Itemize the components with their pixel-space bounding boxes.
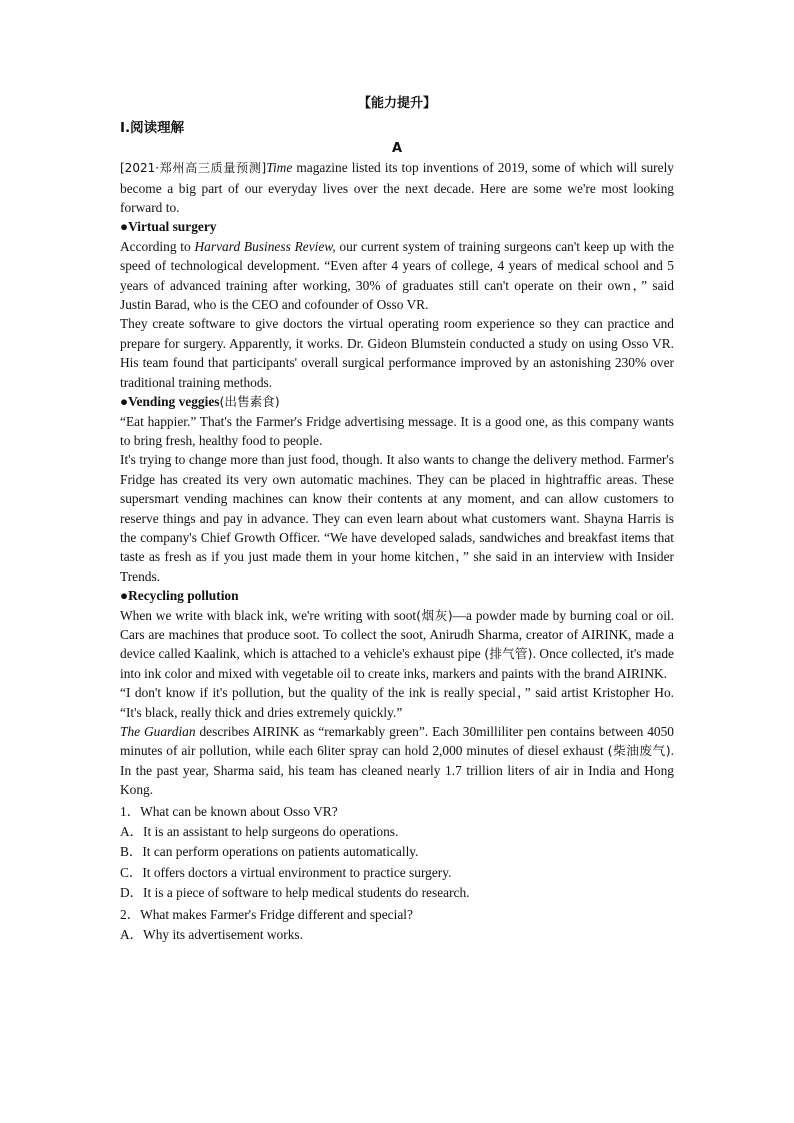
section-heading: Ⅰ.阅读理解 [120, 120, 185, 137]
source-note: [2021·郑州高三质量预测] [120, 161, 267, 176]
virtual-p1-post: our current system of training surgeons can't keep up with the speed of technological development. “Even after 4 years of college, 4 years of medical school and 5 years of advanced training after working, 30% of graduates still can't operate on their own，” said Justin Barad, who is the CEO and cofounder of Osso VR. [120, 238, 674, 313]
virtual-paragraph-2: They create software to give doctors the virtual operating room experience so they can practice and prepare for surgery. Apparently, it works. Dr. Gideon Blumstein conducted a study on using Osso VR. His team found that participants' overall surgical performance improved by an astonishing 230% over traditional training methods. [120, 316, 674, 390]
recycling-p3-a: describes AIRINK as “remarkably green”. Each 30milliliter pen contains between 4050 minutes of air pollution, while each 6liter spray can hold 2,000 minutes of diesel exhaust [120, 724, 674, 759]
heading-virtual-surgery: ●Virtual surgery [120, 219, 217, 235]
intro-text: magazine listed its top inventions of 2019, some of which will surely become a big part of our everyday lives over the next decade. Here are some we're most looking forward to. [120, 160, 674, 216]
virtual-p1-pre: According to [120, 238, 195, 254]
question-2 [120, 905, 674, 945]
answer-option[interactable]: B．It can perform operations on patients automatically. [120, 844, 419, 860]
recycling-p1-cn2: (排气管) [484, 646, 533, 662]
document-page [120, 94, 674, 944]
vending-paragraph-2: It's trying to change more than just food, though. It also wants to change the delivery method. Farmer's Fridge has created its very own automatic machines. They can be placed in hightraffic areas. These supersmart vending machines can know their contents at any moment, and can allow customers to reserve things and pay in advance. They can even learn about what customers want. Shayna Harris is the company's Chief Growth Officer. “We have developed salads, sandwiches and breakfast items that taste as fresh as if you just made them in your home kitchen，” she said in an interview with Insider Trends. [120, 452, 674, 584]
vending-paragraph-1: “Eat happier.” That's the Farmer's Fridge advertising message. It is a good one, as this company wants to bring fresh, healthy food to people. [120, 413, 674, 448]
vending-heading-cn: (出售素食) [219, 394, 280, 410]
question-1 [120, 802, 674, 903]
recycling-paragraph-2: “I don't know if it's pollution, but the quality of the ink is really special，” said artist Kristopher Ho. “It's black, really thick and dries extremely quickly.” [120, 685, 674, 720]
virtual-paragraph-1 [120, 237, 674, 315]
answer-option[interactable]: D．It is a piece of software to help medical students do research. [120, 885, 470, 901]
answer-option[interactable]: A．Why its advertisement works. [120, 927, 303, 943]
answer-option[interactable]: C．It offers doctors a virtual environment to practice surgery. [120, 864, 452, 880]
recycling-p1-cn1: (烟灰) [416, 607, 453, 623]
guardian-source: The Guardian [120, 724, 196, 739]
answer-option[interactable]: A．It is an assistant to help surgeons do operations. [120, 824, 399, 840]
recycling-paragraph-3 [120, 722, 674, 800]
intro-paragraph [120, 158, 674, 217]
question-stem: 1．What can be known about Osso VR? [120, 803, 338, 819]
recycling-p3-cn: (柴油废气) [607, 743, 671, 759]
recycling-paragraph-1 [120, 606, 674, 684]
question-stem: 2．What makes Farmer's Fridge different and special? [120, 906, 413, 922]
recycling-p3-b: . In the past year, Sharma said, his team has cleaned nearly 1.7 trillion liters of air in India and Hong Kong. [120, 743, 675, 798]
hbr-source: Harvard Business Review, [194, 238, 336, 254]
recycling-p1-c: . Once collected, it's made into ink color and mixed with vegetable oil to create inks, markers and paints with the brand AIRINK. [120, 646, 674, 681]
recycling-p1-b: —a powder made by burning coal or oil. Cars are machines that produce soot. To collect the soot, Anirudh Sharma, creator of AIRINK, made a device called Kaalink, which is attached to a vehicle's exhaust pipe [120, 607, 675, 662]
passage-label: A [391, 140, 403, 156]
vending-heading-text: ●Vending veggies [120, 394, 220, 410]
page-title: 【能力提升】 [357, 96, 436, 111]
recycling-p1-a: When we write with black ink, we're writing with soot [120, 607, 417, 623]
magazine-name: Time [266, 160, 293, 176]
heading-vending-veggies [120, 392, 674, 411]
heading-recycling-pollution: ●Recycling pollution [120, 588, 239, 604]
